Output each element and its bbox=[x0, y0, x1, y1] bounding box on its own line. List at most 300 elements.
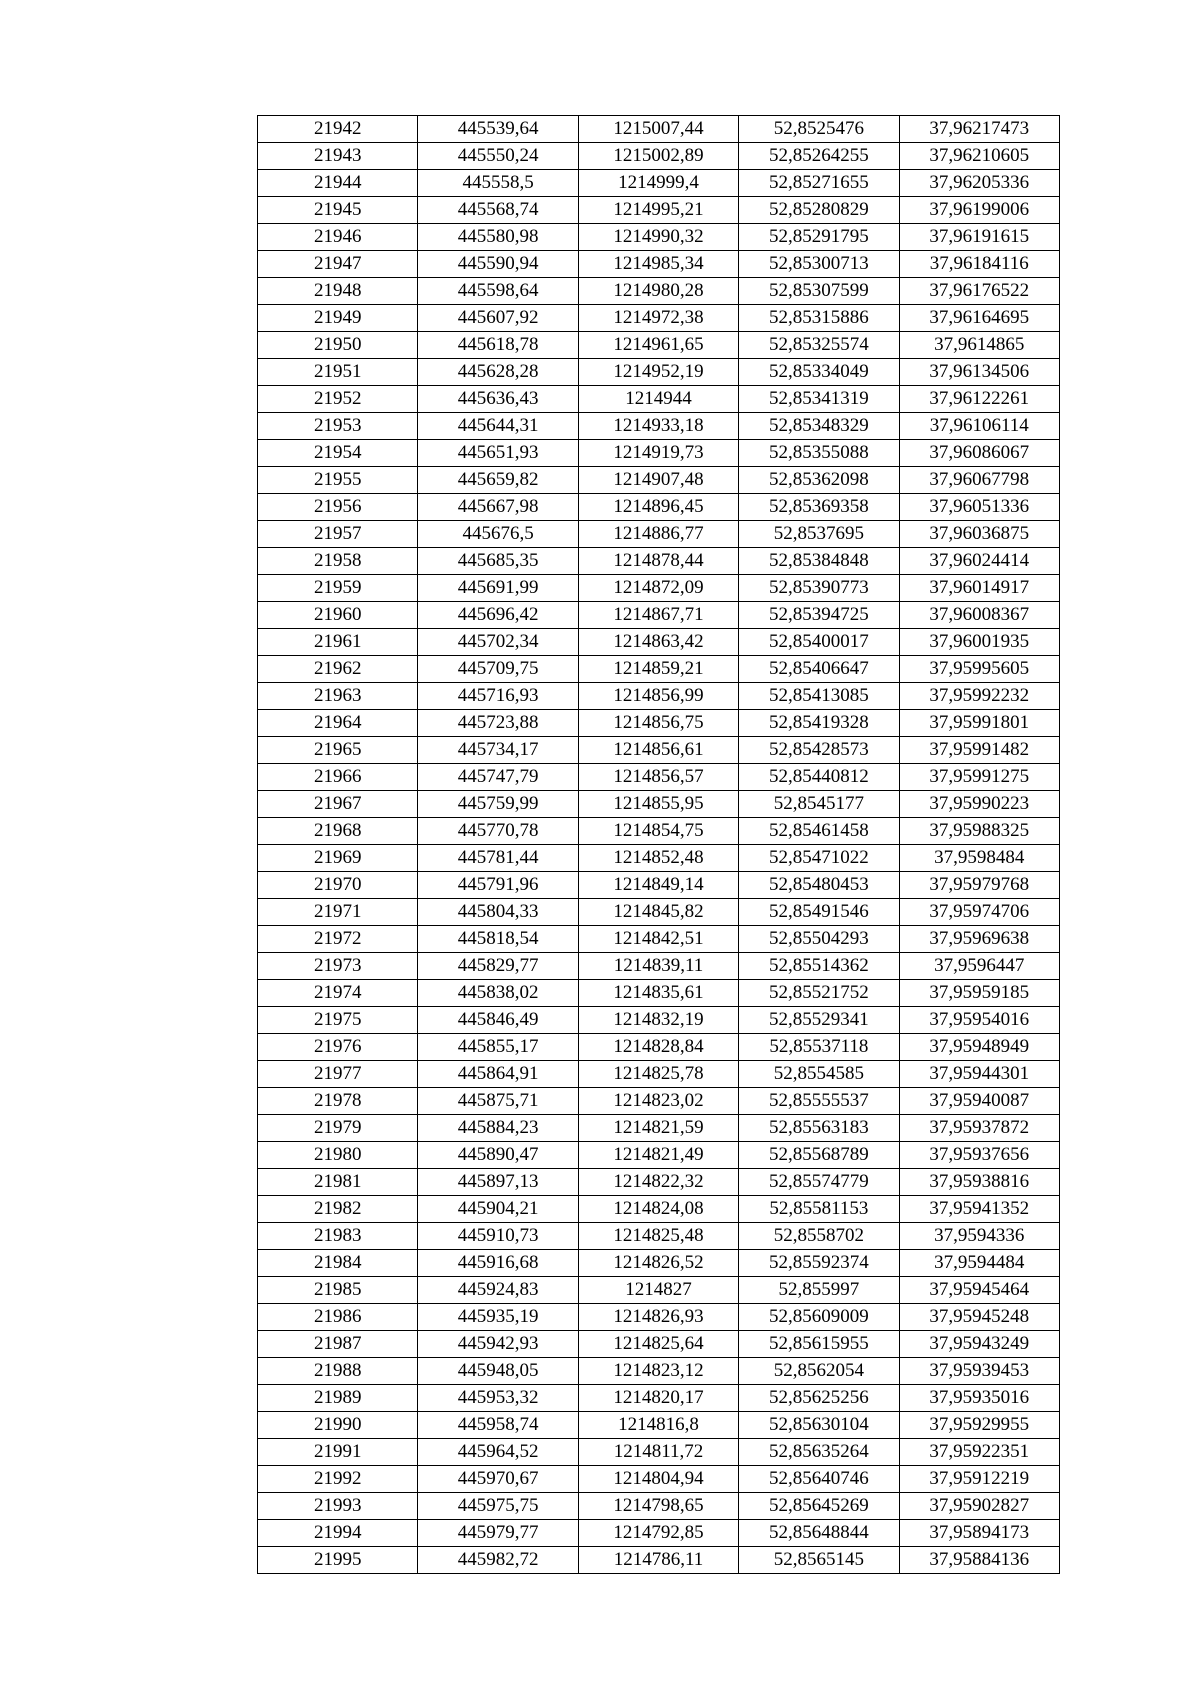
y-coordinate-cell: 1214990,32 bbox=[578, 224, 738, 251]
point-number-cell: 21965 bbox=[258, 737, 418, 764]
point-number-cell: 21953 bbox=[258, 413, 418, 440]
longitude-cell: 37,95992232 bbox=[899, 683, 1059, 710]
longitude-cell: 37,95988325 bbox=[899, 818, 1059, 845]
x-coordinate-cell: 445791,96 bbox=[418, 872, 578, 899]
y-coordinate-cell: 1214849,14 bbox=[578, 872, 738, 899]
x-coordinate-cell: 445875,71 bbox=[418, 1088, 578, 1115]
point-number-cell: 21959 bbox=[258, 575, 418, 602]
point-number-cell: 21960 bbox=[258, 602, 418, 629]
x-coordinate-cell: 445904,21 bbox=[418, 1196, 578, 1223]
point-number-cell: 21947 bbox=[258, 251, 418, 278]
point-number-cell: 21970 bbox=[258, 872, 418, 899]
x-coordinate-cell: 445970,67 bbox=[418, 1466, 578, 1493]
point-number-cell: 21948 bbox=[258, 278, 418, 305]
table-row bbox=[258, 143, 1060, 170]
point-number-cell: 21942 bbox=[258, 116, 418, 143]
table-row bbox=[258, 1034, 1060, 1061]
table-row bbox=[258, 359, 1060, 386]
x-coordinate-cell: 445979,77 bbox=[418, 1520, 578, 1547]
latitude-cell: 52,85537118 bbox=[739, 1034, 899, 1061]
latitude-cell: 52,8537695 bbox=[739, 521, 899, 548]
table-row bbox=[258, 953, 1060, 980]
table-row bbox=[258, 116, 1060, 143]
latitude-cell: 52,85315886 bbox=[739, 305, 899, 332]
longitude-cell: 37,96036875 bbox=[899, 521, 1059, 548]
y-coordinate-cell: 1214980,28 bbox=[578, 278, 738, 305]
longitude-cell: 37,95929955 bbox=[899, 1412, 1059, 1439]
table-row bbox=[258, 494, 1060, 521]
point-number-cell: 21971 bbox=[258, 899, 418, 926]
latitude-cell: 52,85529341 bbox=[739, 1007, 899, 1034]
x-coordinate-cell: 445644,31 bbox=[418, 413, 578, 440]
x-coordinate-cell: 445942,93 bbox=[418, 1331, 578, 1358]
table-row bbox=[258, 548, 1060, 575]
x-coordinate-cell: 445696,42 bbox=[418, 602, 578, 629]
x-coordinate-cell: 445910,73 bbox=[418, 1223, 578, 1250]
x-coordinate-cell: 445558,5 bbox=[418, 170, 578, 197]
table-row bbox=[258, 170, 1060, 197]
y-coordinate-cell: 1214863,42 bbox=[578, 629, 738, 656]
point-number-cell: 21961 bbox=[258, 629, 418, 656]
point-number-cell: 21968 bbox=[258, 818, 418, 845]
y-coordinate-cell: 1215007,44 bbox=[578, 116, 738, 143]
point-number-cell: 21949 bbox=[258, 305, 418, 332]
latitude-cell: 52,85325574 bbox=[739, 332, 899, 359]
longitude-cell: 37,9614865 bbox=[899, 332, 1059, 359]
longitude-cell: 37,95969638 bbox=[899, 926, 1059, 953]
x-coordinate-cell: 445607,92 bbox=[418, 305, 578, 332]
table-row bbox=[258, 602, 1060, 629]
x-coordinate-cell: 445804,33 bbox=[418, 899, 578, 926]
latitude-cell: 52,85369358 bbox=[739, 494, 899, 521]
point-number-cell: 21995 bbox=[258, 1547, 418, 1574]
latitude-cell: 52,85563183 bbox=[739, 1115, 899, 1142]
longitude-cell: 37,95937872 bbox=[899, 1115, 1059, 1142]
latitude-cell: 52,85648844 bbox=[739, 1520, 899, 1547]
y-coordinate-cell: 1214896,45 bbox=[578, 494, 738, 521]
y-coordinate-cell: 1214933,18 bbox=[578, 413, 738, 440]
table-row bbox=[258, 845, 1060, 872]
latitude-cell: 52,85480453 bbox=[739, 872, 899, 899]
latitude-cell: 52,85291795 bbox=[739, 224, 899, 251]
y-coordinate-cell: 1214825,64 bbox=[578, 1331, 738, 1358]
table-row bbox=[258, 305, 1060, 332]
x-coordinate-cell: 445539,64 bbox=[418, 116, 578, 143]
y-coordinate-cell: 1214825,48 bbox=[578, 1223, 738, 1250]
longitude-cell: 37,95939453 bbox=[899, 1358, 1059, 1385]
longitude-cell: 37,96210605 bbox=[899, 143, 1059, 170]
point-number-cell: 21986 bbox=[258, 1304, 418, 1331]
longitude-cell: 37,96051336 bbox=[899, 494, 1059, 521]
longitude-cell: 37,96106114 bbox=[899, 413, 1059, 440]
table-row bbox=[258, 1169, 1060, 1196]
table-row bbox=[258, 1466, 1060, 1493]
point-number-cell: 21943 bbox=[258, 143, 418, 170]
point-number-cell: 21976 bbox=[258, 1034, 418, 1061]
latitude-cell: 52,85615955 bbox=[739, 1331, 899, 1358]
longitude-cell: 37,95938816 bbox=[899, 1169, 1059, 1196]
y-coordinate-cell: 1214826,93 bbox=[578, 1304, 738, 1331]
table-row bbox=[258, 899, 1060, 926]
point-number-cell: 21981 bbox=[258, 1169, 418, 1196]
longitude-cell: 37,95884136 bbox=[899, 1547, 1059, 1574]
y-coordinate-cell: 1214804,94 bbox=[578, 1466, 738, 1493]
point-number-cell: 21989 bbox=[258, 1385, 418, 1412]
y-coordinate-cell: 1214854,75 bbox=[578, 818, 738, 845]
latitude-cell: 52,85640746 bbox=[739, 1466, 899, 1493]
latitude-cell: 52,8558702 bbox=[739, 1223, 899, 1250]
longitude-cell: 37,95974706 bbox=[899, 899, 1059, 926]
y-coordinate-cell: 1214859,21 bbox=[578, 656, 738, 683]
latitude-cell: 52,85334049 bbox=[739, 359, 899, 386]
y-coordinate-cell: 1214845,82 bbox=[578, 899, 738, 926]
x-coordinate-cell: 445709,75 bbox=[418, 656, 578, 683]
point-number-cell: 21977 bbox=[258, 1061, 418, 1088]
longitude-cell: 37,95902827 bbox=[899, 1493, 1059, 1520]
longitude-cell: 37,96067798 bbox=[899, 467, 1059, 494]
point-number-cell: 21945 bbox=[258, 197, 418, 224]
x-coordinate-cell: 445651,93 bbox=[418, 440, 578, 467]
table-row bbox=[258, 1142, 1060, 1169]
latitude-cell: 52,85645269 bbox=[739, 1493, 899, 1520]
table-row bbox=[258, 1493, 1060, 1520]
table-row bbox=[258, 521, 1060, 548]
latitude-cell: 52,85355088 bbox=[739, 440, 899, 467]
table-row bbox=[258, 1088, 1060, 1115]
point-number-cell: 21984 bbox=[258, 1250, 418, 1277]
table-row bbox=[258, 1304, 1060, 1331]
table-row bbox=[258, 1250, 1060, 1277]
x-coordinate-cell: 445838,02 bbox=[418, 980, 578, 1007]
x-coordinate-cell: 445953,32 bbox=[418, 1385, 578, 1412]
y-coordinate-cell: 1214825,78 bbox=[578, 1061, 738, 1088]
y-coordinate-cell: 1215002,89 bbox=[578, 143, 738, 170]
x-coordinate-cell: 445580,98 bbox=[418, 224, 578, 251]
longitude-cell: 37,96014917 bbox=[899, 575, 1059, 602]
x-coordinate-cell: 445829,77 bbox=[418, 953, 578, 980]
x-coordinate-cell: 445723,88 bbox=[418, 710, 578, 737]
longitude-cell: 37,95991275 bbox=[899, 764, 1059, 791]
point-number-cell: 21944 bbox=[258, 170, 418, 197]
point-number-cell: 21985 bbox=[258, 1277, 418, 1304]
x-coordinate-cell: 445618,78 bbox=[418, 332, 578, 359]
longitude-cell: 37,95935016 bbox=[899, 1385, 1059, 1412]
table-row bbox=[258, 872, 1060, 899]
latitude-cell: 52,855997 bbox=[739, 1277, 899, 1304]
longitude-cell: 37,95945464 bbox=[899, 1277, 1059, 1304]
point-number-cell: 21972 bbox=[258, 926, 418, 953]
longitude-cell: 37,95990223 bbox=[899, 791, 1059, 818]
latitude-cell: 52,85406647 bbox=[739, 656, 899, 683]
x-coordinate-cell: 445685,35 bbox=[418, 548, 578, 575]
coordinate-table-body bbox=[258, 116, 1060, 1574]
latitude-cell: 52,85394725 bbox=[739, 602, 899, 629]
longitude-cell: 37,9596447 bbox=[899, 953, 1059, 980]
table-row bbox=[258, 1331, 1060, 1358]
y-coordinate-cell: 1214952,19 bbox=[578, 359, 738, 386]
y-coordinate-cell: 1214816,8 bbox=[578, 1412, 738, 1439]
longitude-cell: 37,96001935 bbox=[899, 629, 1059, 656]
x-coordinate-cell: 445924,83 bbox=[418, 1277, 578, 1304]
longitude-cell: 37,9598484 bbox=[899, 845, 1059, 872]
y-coordinate-cell: 1214872,09 bbox=[578, 575, 738, 602]
table-row bbox=[258, 575, 1060, 602]
x-coordinate-cell: 445818,54 bbox=[418, 926, 578, 953]
latitude-cell: 52,85341319 bbox=[739, 386, 899, 413]
latitude-cell: 52,85428573 bbox=[739, 737, 899, 764]
table-row bbox=[258, 764, 1060, 791]
y-coordinate-cell: 1214792,85 bbox=[578, 1520, 738, 1547]
point-number-cell: 21974 bbox=[258, 980, 418, 1007]
point-number-cell: 21990 bbox=[258, 1412, 418, 1439]
x-coordinate-cell: 445884,23 bbox=[418, 1115, 578, 1142]
point-number-cell: 21946 bbox=[258, 224, 418, 251]
y-coordinate-cell: 1214856,61 bbox=[578, 737, 738, 764]
point-number-cell: 21966 bbox=[258, 764, 418, 791]
latitude-cell: 52,8545177 bbox=[739, 791, 899, 818]
latitude-cell: 52,85271655 bbox=[739, 170, 899, 197]
latitude-cell: 52,8525476 bbox=[739, 116, 899, 143]
point-number-cell: 21950 bbox=[258, 332, 418, 359]
x-coordinate-cell: 445659,82 bbox=[418, 467, 578, 494]
table-row bbox=[258, 413, 1060, 440]
latitude-cell: 52,85491546 bbox=[739, 899, 899, 926]
y-coordinate-cell: 1214821,59 bbox=[578, 1115, 738, 1142]
point-number-cell: 21958 bbox=[258, 548, 418, 575]
y-coordinate-cell: 1214852,48 bbox=[578, 845, 738, 872]
point-number-cell: 21975 bbox=[258, 1007, 418, 1034]
x-coordinate-cell: 445916,68 bbox=[418, 1250, 578, 1277]
latitude-cell: 52,85419328 bbox=[739, 710, 899, 737]
longitude-cell: 37,95937656 bbox=[899, 1142, 1059, 1169]
table-row bbox=[258, 1412, 1060, 1439]
y-coordinate-cell: 1214832,19 bbox=[578, 1007, 738, 1034]
y-coordinate-cell: 1214786,11 bbox=[578, 1547, 738, 1574]
point-number-cell: 21992 bbox=[258, 1466, 418, 1493]
longitude-cell: 37,95940087 bbox=[899, 1088, 1059, 1115]
table-row bbox=[258, 1520, 1060, 1547]
table-row bbox=[258, 440, 1060, 467]
point-number-cell: 21988 bbox=[258, 1358, 418, 1385]
longitude-cell: 37,96205336 bbox=[899, 170, 1059, 197]
longitude-cell: 37,95945248 bbox=[899, 1304, 1059, 1331]
table-row bbox=[258, 791, 1060, 818]
longitude-cell: 37,96199006 bbox=[899, 197, 1059, 224]
x-coordinate-cell: 445598,64 bbox=[418, 278, 578, 305]
longitude-cell: 37,96191615 bbox=[899, 224, 1059, 251]
latitude-cell: 52,85348329 bbox=[739, 413, 899, 440]
point-number-cell: 21982 bbox=[258, 1196, 418, 1223]
longitude-cell: 37,95922351 bbox=[899, 1439, 1059, 1466]
y-coordinate-cell: 1214878,44 bbox=[578, 548, 738, 575]
latitude-cell: 52,85630104 bbox=[739, 1412, 899, 1439]
point-number-cell: 21969 bbox=[258, 845, 418, 872]
longitude-cell: 37,96008367 bbox=[899, 602, 1059, 629]
longitude-cell: 37,95954016 bbox=[899, 1007, 1059, 1034]
y-coordinate-cell: 1214972,38 bbox=[578, 305, 738, 332]
y-coordinate-cell: 1214820,17 bbox=[578, 1385, 738, 1412]
table-row bbox=[258, 1358, 1060, 1385]
point-number-cell: 21962 bbox=[258, 656, 418, 683]
latitude-cell: 52,85400017 bbox=[739, 629, 899, 656]
latitude-cell: 52,85307599 bbox=[739, 278, 899, 305]
x-coordinate-cell: 445759,99 bbox=[418, 791, 578, 818]
longitude-cell: 37,96086067 bbox=[899, 440, 1059, 467]
x-coordinate-cell: 445691,99 bbox=[418, 575, 578, 602]
point-number-cell: 21983 bbox=[258, 1223, 418, 1250]
table-row bbox=[258, 332, 1060, 359]
table-row bbox=[258, 197, 1060, 224]
table-row bbox=[258, 1547, 1060, 1574]
longitude-cell: 37,95943249 bbox=[899, 1331, 1059, 1358]
point-number-cell: 21973 bbox=[258, 953, 418, 980]
table-row bbox=[258, 1061, 1060, 1088]
point-number-cell: 21987 bbox=[258, 1331, 418, 1358]
table-row bbox=[258, 980, 1060, 1007]
latitude-cell: 52,85635264 bbox=[739, 1439, 899, 1466]
point-number-cell: 21956 bbox=[258, 494, 418, 521]
coordinate-table-container bbox=[257, 115, 1060, 1574]
y-coordinate-cell: 1214907,48 bbox=[578, 467, 738, 494]
x-coordinate-cell: 445897,13 bbox=[418, 1169, 578, 1196]
x-coordinate-cell: 445628,28 bbox=[418, 359, 578, 386]
y-coordinate-cell: 1214961,65 bbox=[578, 332, 738, 359]
x-coordinate-cell: 445716,93 bbox=[418, 683, 578, 710]
y-coordinate-cell: 1214867,71 bbox=[578, 602, 738, 629]
x-coordinate-cell: 445864,91 bbox=[418, 1061, 578, 1088]
longitude-cell: 37,95991482 bbox=[899, 737, 1059, 764]
table-row bbox=[258, 737, 1060, 764]
table-row bbox=[258, 1385, 1060, 1412]
table-row bbox=[258, 818, 1060, 845]
y-coordinate-cell: 1214835,61 bbox=[578, 980, 738, 1007]
point-number-cell: 21954 bbox=[258, 440, 418, 467]
x-coordinate-cell: 445568,74 bbox=[418, 197, 578, 224]
table-row bbox=[258, 1277, 1060, 1304]
point-number-cell: 21963 bbox=[258, 683, 418, 710]
point-number-cell: 21957 bbox=[258, 521, 418, 548]
x-coordinate-cell: 445781,44 bbox=[418, 845, 578, 872]
latitude-cell: 52,85514362 bbox=[739, 953, 899, 980]
point-number-cell: 21980 bbox=[258, 1142, 418, 1169]
table-row bbox=[258, 656, 1060, 683]
longitude-cell: 37,96122261 bbox=[899, 386, 1059, 413]
y-coordinate-cell: 1214999,4 bbox=[578, 170, 738, 197]
y-coordinate-cell: 1214824,08 bbox=[578, 1196, 738, 1223]
table-row bbox=[258, 926, 1060, 953]
x-coordinate-cell: 445964,52 bbox=[418, 1439, 578, 1466]
y-coordinate-cell: 1214886,77 bbox=[578, 521, 738, 548]
longitude-cell: 37,95944301 bbox=[899, 1061, 1059, 1088]
latitude-cell: 52,85264255 bbox=[739, 143, 899, 170]
y-coordinate-cell: 1214798,65 bbox=[578, 1493, 738, 1520]
table-row bbox=[258, 629, 1060, 656]
latitude-cell: 52,85280829 bbox=[739, 197, 899, 224]
y-coordinate-cell: 1214839,11 bbox=[578, 953, 738, 980]
latitude-cell: 52,85581153 bbox=[739, 1196, 899, 1223]
longitude-cell: 37,95995605 bbox=[899, 656, 1059, 683]
latitude-cell: 52,85384848 bbox=[739, 548, 899, 575]
x-coordinate-cell: 445734,17 bbox=[418, 737, 578, 764]
table-row bbox=[258, 1439, 1060, 1466]
table-row bbox=[258, 1223, 1060, 1250]
y-coordinate-cell: 1214944 bbox=[578, 386, 738, 413]
table-row bbox=[258, 386, 1060, 413]
x-coordinate-cell: 445702,34 bbox=[418, 629, 578, 656]
longitude-cell: 37,96217473 bbox=[899, 116, 1059, 143]
table-row bbox=[258, 1196, 1060, 1223]
y-coordinate-cell: 1214822,32 bbox=[578, 1169, 738, 1196]
table-row bbox=[258, 1115, 1060, 1142]
longitude-cell: 37,95941352 bbox=[899, 1196, 1059, 1223]
longitude-cell: 37,95991801 bbox=[899, 710, 1059, 737]
y-coordinate-cell: 1214855,95 bbox=[578, 791, 738, 818]
point-number-cell: 21967 bbox=[258, 791, 418, 818]
y-coordinate-cell: 1214823,12 bbox=[578, 1358, 738, 1385]
latitude-cell: 52,85440812 bbox=[739, 764, 899, 791]
latitude-cell: 52,85504293 bbox=[739, 926, 899, 953]
latitude-cell: 52,85592374 bbox=[739, 1250, 899, 1277]
latitude-cell: 52,8562054 bbox=[739, 1358, 899, 1385]
longitude-cell: 37,95912219 bbox=[899, 1466, 1059, 1493]
table-row bbox=[258, 224, 1060, 251]
latitude-cell: 52,85300713 bbox=[739, 251, 899, 278]
x-coordinate-cell: 445948,05 bbox=[418, 1358, 578, 1385]
y-coordinate-cell: 1214842,51 bbox=[578, 926, 738, 953]
table-row bbox=[258, 1007, 1060, 1034]
longitude-cell: 37,96176522 bbox=[899, 278, 1059, 305]
x-coordinate-cell: 445550,24 bbox=[418, 143, 578, 170]
x-coordinate-cell: 445676,5 bbox=[418, 521, 578, 548]
coordinate-table bbox=[257, 115, 1060, 1574]
y-coordinate-cell: 1214919,73 bbox=[578, 440, 738, 467]
x-coordinate-cell: 445770,78 bbox=[418, 818, 578, 845]
y-coordinate-cell: 1214856,57 bbox=[578, 764, 738, 791]
point-number-cell: 21952 bbox=[258, 386, 418, 413]
y-coordinate-cell: 1214823,02 bbox=[578, 1088, 738, 1115]
table-row bbox=[258, 251, 1060, 278]
latitude-cell: 52,85574779 bbox=[739, 1169, 899, 1196]
point-number-cell: 21951 bbox=[258, 359, 418, 386]
point-number-cell: 21994 bbox=[258, 1520, 418, 1547]
y-coordinate-cell: 1214821,49 bbox=[578, 1142, 738, 1169]
latitude-cell: 52,85555537 bbox=[739, 1088, 899, 1115]
latitude-cell: 52,85568789 bbox=[739, 1142, 899, 1169]
x-coordinate-cell: 445855,17 bbox=[418, 1034, 578, 1061]
longitude-cell: 37,9594484 bbox=[899, 1250, 1059, 1277]
longitude-cell: 37,95894173 bbox=[899, 1520, 1059, 1547]
point-number-cell: 21964 bbox=[258, 710, 418, 737]
y-coordinate-cell: 1214856,99 bbox=[578, 683, 738, 710]
latitude-cell: 52,85461458 bbox=[739, 818, 899, 845]
point-number-cell: 21978 bbox=[258, 1088, 418, 1115]
latitude-cell: 52,8565145 bbox=[739, 1547, 899, 1574]
latitude-cell: 52,8554585 bbox=[739, 1061, 899, 1088]
y-coordinate-cell: 1214856,75 bbox=[578, 710, 738, 737]
latitude-cell: 52,85413085 bbox=[739, 683, 899, 710]
longitude-cell: 37,95979768 bbox=[899, 872, 1059, 899]
longitude-cell: 37,96164695 bbox=[899, 305, 1059, 332]
latitude-cell: 52,85471022 bbox=[739, 845, 899, 872]
table-row bbox=[258, 710, 1060, 737]
y-coordinate-cell: 1214826,52 bbox=[578, 1250, 738, 1277]
latitude-cell: 52,85521752 bbox=[739, 980, 899, 1007]
table-row bbox=[258, 467, 1060, 494]
latitude-cell: 52,85362098 bbox=[739, 467, 899, 494]
x-coordinate-cell: 445667,98 bbox=[418, 494, 578, 521]
longitude-cell: 37,95959185 bbox=[899, 980, 1059, 1007]
point-number-cell: 21955 bbox=[258, 467, 418, 494]
